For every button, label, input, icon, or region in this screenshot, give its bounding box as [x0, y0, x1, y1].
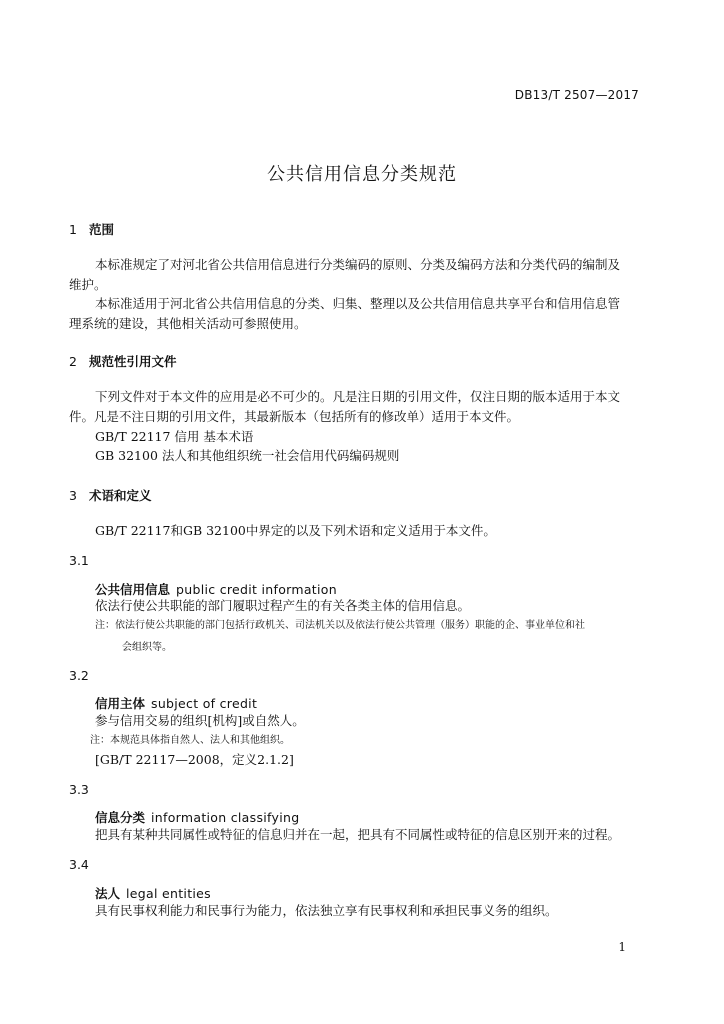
term-note: 注：依法行使公共职能的部门包括行政机关、司法机关以及依法行使公共管理（服务）职能的企、事业单位和社: [95, 620, 585, 631]
term-english: legal entities: [126, 886, 211, 901]
section-heading: [69, 352, 177, 370]
term-chinese: 信用主体: [95, 696, 146, 711]
term-number: 3.4: [69, 857, 89, 872]
section-title: 范围: [89, 222, 115, 237]
section-number: 1: [69, 222, 77, 237]
term-heading: [95, 884, 211, 902]
section-title: 规范性引用文件: [89, 354, 177, 369]
term-definition: 具有民事权利能力和民事行为能力，依法独立享有民事权利和承担民事义务的组织。: [95, 903, 558, 918]
reference-item: GB/T 22117 信用 基本术语: [95, 429, 254, 444]
paragraph-line: 件。凡是不注日期的引用文件，其最新版本（包括所有的修改单）适用于本文件。: [69, 409, 520, 424]
paragraph-line: 下列文件对于本文件的应用是必不可少的。凡是注日期的引用文件，仅注日期的版本适用于本文: [95, 389, 621, 404]
term-english: subject of credit: [151, 696, 258, 711]
paragraph-line: 理系统的建设，其他相关活动可参照使用。: [69, 316, 307, 331]
section-number: 3: [69, 488, 77, 503]
term-english: public credit information: [176, 582, 337, 597]
section-number: 2: [69, 354, 77, 369]
paragraph-line: GB/T 22117和GB 32100中界定的以及下列术语和定义适用于本文件。: [95, 523, 496, 538]
term-number: 3.1: [69, 553, 89, 568]
paragraph-line: 本标准适用于河北省公共信用信息的分类、归集、整理以及公共信用信息共享平台和信用信息管: [95, 296, 621, 311]
term-definition: 参与信用交易的组织[机构]或自然人。: [95, 713, 305, 728]
term-english: information classifying: [151, 810, 300, 825]
term-note: 注：本规范具体指自然人、法人和其他组织。: [90, 735, 290, 746]
document-title: 公共信用信息分类规范: [267, 164, 457, 185]
paragraph-line: 本标准规定了对河北省公共信用信息进行分类编码的原则、分类及编码方法和分类代码的编制及: [95, 257, 621, 272]
term-source: [GB/T 22117—2008，定义2.1.2]: [95, 752, 294, 767]
section-title: 术语和定义: [89, 488, 152, 503]
term-heading: [95, 694, 257, 712]
section-heading: [69, 220, 114, 238]
page-number: 1: [618, 940, 626, 954]
standard-code: DB13/T 2507—2017: [514, 88, 639, 102]
term-chinese: 法人: [95, 886, 121, 901]
term-number: 3.3: [69, 782, 89, 797]
paragraph-line: 维护。: [69, 277, 107, 292]
term-chinese: 信息分类: [95, 810, 146, 825]
term-definition: 依法行使公共职能的部门履职过程产生的有关各类主体的信用信息。: [95, 598, 471, 613]
term-heading: [95, 808, 299, 826]
section-heading: [69, 486, 152, 504]
term-chinese: 公共信用信息: [95, 582, 171, 597]
reference-item: GB 32100 法人和其他组织统一社会信用代码编码规则: [95, 448, 400, 463]
term-definition: 把具有某种共同属性或特征的信息归并在一起，把具有不同属性或特征的信息区别开来的过程。: [95, 827, 621, 842]
term-note-continued: 会组织等。: [122, 642, 172, 653]
term-number: 3.2: [69, 668, 89, 683]
